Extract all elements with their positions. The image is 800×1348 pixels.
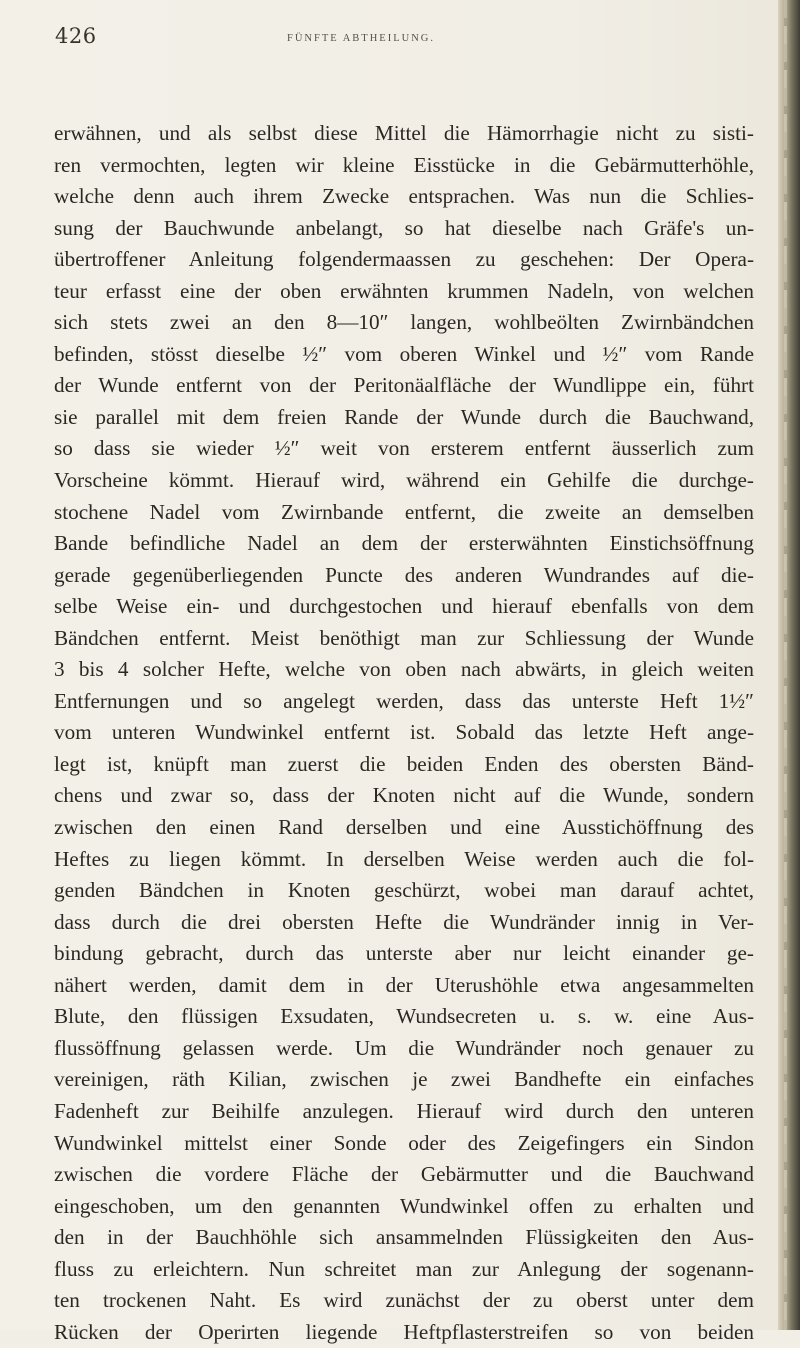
text-line: Blute, den flüssigen Exsudaten, Wundsecreten u. s. w. eine Aus- bbox=[54, 1004, 754, 1029]
text-line: Bande befindliche Nadel an dem der ersterwähnten Einstichsöffnung bbox=[54, 531, 754, 556]
text-line: eingeschoben, um den genannten Wundwinkel offen zu erhalten und bbox=[54, 1193, 754, 1218]
page-header bbox=[55, 16, 755, 56]
text-line: sung der Bauchwunde anbelangt, so hat dieselbe nach Gräfe's un- bbox=[54, 215, 754, 240]
text-line: genden Bändchen in Knoten geschürzt, wobei man darauf achtet, bbox=[54, 878, 754, 903]
text-line: Wundwinkel mittelst einer Sonde oder des Zeigefingers ein Sindon bbox=[54, 1130, 754, 1155]
text-line: teur erfasst eine der oben erwähnten krummen Nadeln, von welchen bbox=[54, 278, 754, 303]
text-line: Bändchen entfernt. Meist benöthigt man zur Schliessung der Wunde bbox=[54, 625, 754, 650]
text-line: fluss zu erleichtern. Nun schreitet man zur Anlegung der sogenann- bbox=[54, 1256, 754, 1281]
text-line: Heftes zu liegen kömmt. In derselben Weise werden auch die fol- bbox=[54, 846, 754, 871]
text-line: welche denn auch ihrem Zwecke entsprachen. Was nun die Schlies- bbox=[54, 184, 754, 209]
text-line: vom unteren Wundwinkel entfernt ist. Sobald das letzte Heft ange- bbox=[54, 720, 754, 745]
text-line: sie parallel mit dem freien Rande der Wunde durch die Bauchwand, bbox=[54, 404, 754, 429]
text-line: den in der Bauchhöhle sich ansammelnden Flüssigkeiten den Aus- bbox=[54, 1225, 754, 1250]
text-line: Entfernungen und so angelegt werden, dass das unterste Heft 1½″ bbox=[54, 688, 754, 713]
text-line: legt ist, knüpft man zuerst die beiden Enden des obersten Bänd- bbox=[54, 751, 754, 776]
body-text bbox=[54, 118, 754, 1348]
text-line: chens und zwar so, dass der Knoten nicht auf die Wunde, sondern bbox=[54, 783, 754, 808]
text-line: 3 bis 4 solcher Hefte, welche von oben nach abwärts, in gleich weiten bbox=[54, 657, 754, 682]
text-line: stochene Nadel vom Zwirnbande entfernt, die zweite an demselben bbox=[54, 499, 754, 524]
text-line: erwähnen, und als selbst diese Mittel die Hämorrhagie nicht zu sisti- bbox=[54, 121, 754, 145]
text-line: zwischen den einen Rand derselben und eine Ausstichöffnung des bbox=[54, 815, 754, 840]
text-line: sich stets zwei an den 8—10″ langen, wohlbeölten Zwirnbändchen bbox=[54, 310, 754, 335]
text-line: bindung gebracht, durch das unterste aber nur leicht einander ge- bbox=[54, 941, 754, 966]
text-line: so dass sie wieder ½″ weit von ersterem entfernt äusserlich zum bbox=[54, 436, 754, 461]
text-line: vereinigen, räth Kilian, zwischen je zwei Bandhefte ein einfaches bbox=[54, 1067, 754, 1092]
text-line: selbe Weise ein- und durchgestochen und hierauf ebenfalls von dem bbox=[54, 594, 754, 619]
text-line: Fadenheft zur Beihilfe anzulegen. Hierauf wird durch den unteren bbox=[54, 1098, 754, 1123]
text-line: Rücken der Operirten liegende Heftpflasterstreifen so von beiden bbox=[54, 1319, 754, 1344]
text-line: gerade gegenüberliegenden Puncte des anderen Wundrandes auf die- bbox=[54, 562, 754, 587]
text-line: dass durch die drei obersten Hefte die Wundränder innig in Ver- bbox=[54, 909, 754, 934]
running-head: FÜNFTE ABTHEILUNG. bbox=[287, 33, 435, 44]
text-line: nähert werden, damit dem in der Uterushöhle etwa angesammelten bbox=[54, 972, 754, 997]
text-line: der Wunde entfernt von der Peritonäalfläche der Wundlippe ein, führt bbox=[54, 373, 754, 398]
text-line: zwischen die vordere Fläche der Gebärmutter und die Bauchwand bbox=[54, 1162, 754, 1187]
text-line: ren vermochten, legten wir kleine Eisstücke in die Gebärmutterhöhle, bbox=[54, 152, 754, 177]
text-line: ten trockenen Naht. Es wird zunächst der zu oberst unter dem bbox=[54, 1288, 754, 1313]
text-line: Vorscheine kömmt. Hierauf wird, während ein Gehilfe die durchge- bbox=[54, 468, 754, 493]
book-edge-shadow bbox=[778, 0, 800, 1330]
page-number: 426 bbox=[55, 24, 97, 48]
text-line: flussöffnung gelassen werde. Um die Wundränder noch genauer zu bbox=[54, 1035, 754, 1060]
text-line: übertroffener Anleitung folgendermaassen zu geschehen: Der Opera- bbox=[54, 247, 754, 272]
text-line: befinden, stösst dieselbe ½″ vom oberen Winkel und ½″ vom Rande bbox=[54, 341, 754, 366]
